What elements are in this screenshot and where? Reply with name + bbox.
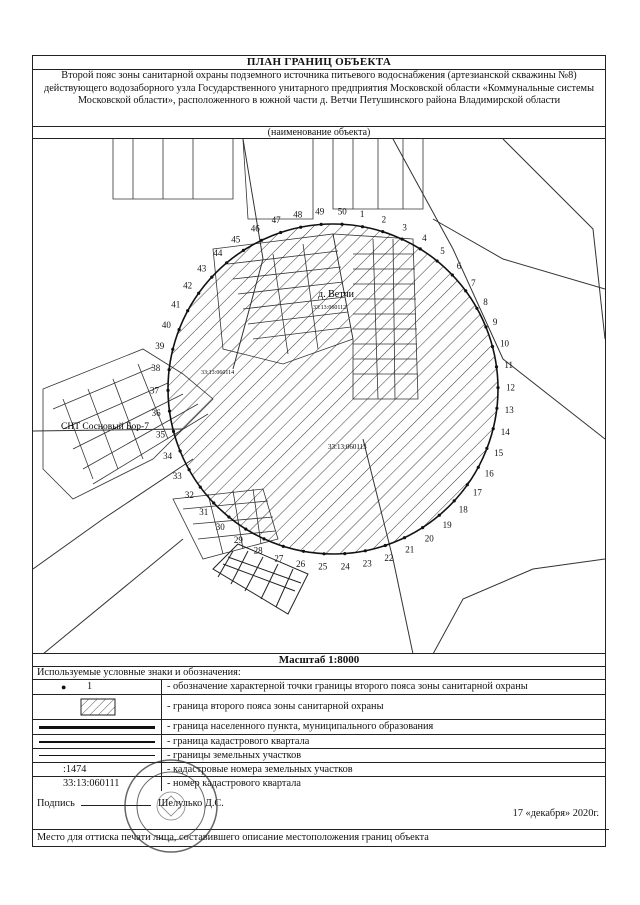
boundary-point-label-9: 9 [492,317,498,328]
boundary-point-label-42: 42 [183,280,193,291]
boundary-point-38 [168,368,171,371]
boundary-point-label-14: 14 [500,426,510,437]
boundary-point-4 [419,247,422,250]
legend-row-quarter [33,734,605,749]
boundary-point-5 [436,259,439,262]
boundary-point-33 [188,468,191,471]
object-name-caption: (наименование объекта) [33,126,605,139]
boundary-point-16 [477,466,480,469]
boundary-point-label-20: 20 [424,533,434,544]
boundary-point-45 [242,249,245,252]
boundary-point-label-25: 25 [318,561,328,572]
official-seal-stamp [121,756,221,856]
boundary-point-label-17: 17 [472,487,482,498]
boundary-point-label-7: 7 [471,278,476,289]
boundary-point-43 [210,276,213,279]
boundary-point-31 [212,501,215,504]
boundary-point-39 [171,348,174,351]
boundary-point-label-38: 38 [151,363,161,374]
boundary-point-label-8: 8 [483,296,488,307]
boundary-point-label-30: 30 [215,522,225,533]
boundary-point-36 [168,410,171,413]
boundary-point-26 [302,550,305,553]
boundary-point-label-36: 36 [151,407,161,418]
signer-name: Шелулько Д.С. [157,798,224,809]
boundary-point-47 [279,231,282,234]
boundary-point-28 [262,537,265,540]
boundary-point-label-23: 23 [362,558,372,569]
boundary-point-7 [464,289,467,292]
legend-text-settlement: - граница населенного пункта, муниципального образования [167,721,434,732]
boundary-point-label-4: 4 [422,232,427,243]
boundary-point-2 [381,230,384,233]
boundary-point-label-21: 21 [405,544,415,555]
legend-text-zone: - граница второго пояса зоны санитарной охраны [167,701,384,712]
legend-quarter-number-sample: 33:13:060111 [63,778,120,789]
boundary-point-label-27: 27 [274,553,284,564]
boundary-point-18 [453,499,456,502]
boundary-point-label-40: 40 [161,319,171,330]
legend-text-quarter: - граница кадастрового квартала [167,736,310,747]
boundary-point-6 [451,273,454,276]
boundary-point-27 [282,545,285,548]
boundary-point-label-46: 46 [250,223,260,234]
signature-date: 17 «декабря» 2020г. [512,808,599,819]
boundary-point-label-22: 22 [384,552,394,563]
legend-row-parcels [33,748,605,763]
boundary-point-48 [299,226,302,229]
legend-row-settlement [33,719,605,735]
boundary-point-label-32: 32 [184,489,194,500]
legend-symbol-settlement [33,720,162,735]
boundary-point-label-19: 19 [442,520,452,531]
boundary-point-3 [400,238,403,241]
boundary-point-10 [491,345,494,348]
boundary-point-44 [225,261,228,264]
legend-row-zone [33,694,605,720]
boundary-point-19 [438,514,441,517]
signature-label: Подпись [37,798,75,809]
boundary-point-25 [322,552,325,555]
boundary-point-label-29: 29 [233,535,243,546]
boundary-point-20 [421,526,424,529]
boundary-point-label-3: 3 [402,222,407,233]
boundary-point-label-16: 16 [484,468,494,479]
boundary-point-32 [199,486,202,489]
village-label: д. Ветчи [318,289,354,300]
boundary-point-label-1: 1 [359,208,365,219]
boundary-point-label-50: 50 [337,206,347,217]
boundary-point-label-26: 26 [296,559,306,570]
boundary-point-15 [485,447,488,450]
boundary-point-label-11: 11 [504,360,514,371]
boundary-point-label-49: 49 [315,206,325,217]
legend-symbol-zone [33,695,162,720]
legend-row-parcel-numbers [33,762,605,777]
boundary-point-label-37: 37 [150,385,159,396]
boundary-point-37 [166,389,169,392]
boundary-point-label-47: 47 [271,215,281,226]
legend-text-quarter-number: - номер кадастрового квартала [167,778,301,789]
legend-parcel-number-sample: :1474 [63,764,87,775]
boundary-point-12 [496,386,499,389]
boundary-point-label-43: 43 [197,263,207,274]
boundary-point-label-12: 12 [506,382,515,393]
boundary-point-label-33: 33 [172,471,182,482]
boundary-point-label-35: 35 [156,429,165,440]
boundary-point-label-44: 44 [213,247,223,258]
boundary-point-label-31: 31 [199,506,209,517]
boundary-point-8 [475,307,478,310]
plan-sheet [32,55,606,847]
boundary-point-46 [260,239,263,242]
stamp-place-caption: Место для оттиска печати лица, составившего описание местоположения границ объекта [33,829,609,845]
boundary-point-label-15: 15 [494,448,504,459]
boundary-point-label-39: 39 [155,341,165,352]
quarter-label-2: 33:13:060112 [313,305,347,311]
boundary-point-23 [364,549,367,552]
boundary-point-50 [340,223,343,226]
boundary-point-41 [186,309,189,312]
boundary-point-21 [403,536,406,539]
object-description: Второй пояс зоны санитарной охраны подземного источника питьевого водоснабжения (артезианской скважины №8) действующего водозаборного узла Государственного унитарного предприятия Московской области «Коммунальные системы Московской области», расположенного в южной части д. Ветчи Петушинского района Владимирской области [44,70,594,106]
boundary-point-17 [466,483,469,486]
boundary-point-label-5: 5 [440,245,445,256]
boundary-point-label-48: 48 [293,209,303,220]
quarter-label-3: 33:13:060114 [201,370,235,376]
legend-text-parcels: - границы земельных участков [167,750,302,761]
legend-heading: Используемые условные знаки и обозначения: [37,667,241,678]
boundary-point-label-41: 41 [171,299,181,310]
boundary-point-34 [179,449,182,452]
legend-text-parcel-numbers: - кадастровые номера земельных участков [167,764,353,775]
legend-text-point: - обозначение характерной точки границы второго пояса зоны санитарной охраны [167,681,528,692]
boundary-point-label-28: 28 [253,545,263,556]
boundary-point-42 [197,292,200,295]
boundary-point-14 [492,427,495,430]
legend-point-number: 1 [87,681,93,692]
legend-symbol-point: ● 1 [33,680,162,695]
map-scale: Масштаб 1:8000 [33,653,605,667]
legend-row-point [33,679,605,695]
cadastral-map [33,138,605,704]
plan-title: ПЛАН ГРАНИЦ ОБЪЕКТА [33,56,605,70]
boundary-point-30 [227,515,230,518]
boundary-point-11 [495,365,498,368]
boundary-point-40 [178,328,181,331]
boundary-point-29 [244,528,247,531]
boundary-point-label-2: 2 [381,214,387,225]
snt-label: СНТ Сосновый Бор-7 [61,422,149,432]
boundary-point-49 [320,223,323,226]
boundary-point-35 [172,430,175,433]
legend-symbol-quarter [33,735,162,749]
boundary-point-label-13: 13 [504,404,514,415]
boundary-point-label-45: 45 [231,234,241,245]
boundary-point-9 [484,325,487,328]
map-drawing [33,139,605,654]
boundary-point-13 [495,407,498,410]
boundary-point-label-10: 10 [500,338,509,349]
boundary-point-label-18: 18 [458,504,468,515]
boundary-point-22 [384,544,387,547]
boundary-point-label-34: 34 [163,450,173,461]
boundary-point-label-24: 24 [340,561,350,572]
legend-row-quarter-number [33,776,605,791]
boundary-point-label-6: 6 [456,261,462,272]
quarter-label-1: 33:13:060113 [328,443,367,451]
boundary-point-24 [343,552,346,555]
boundary-point-1 [361,225,364,228]
